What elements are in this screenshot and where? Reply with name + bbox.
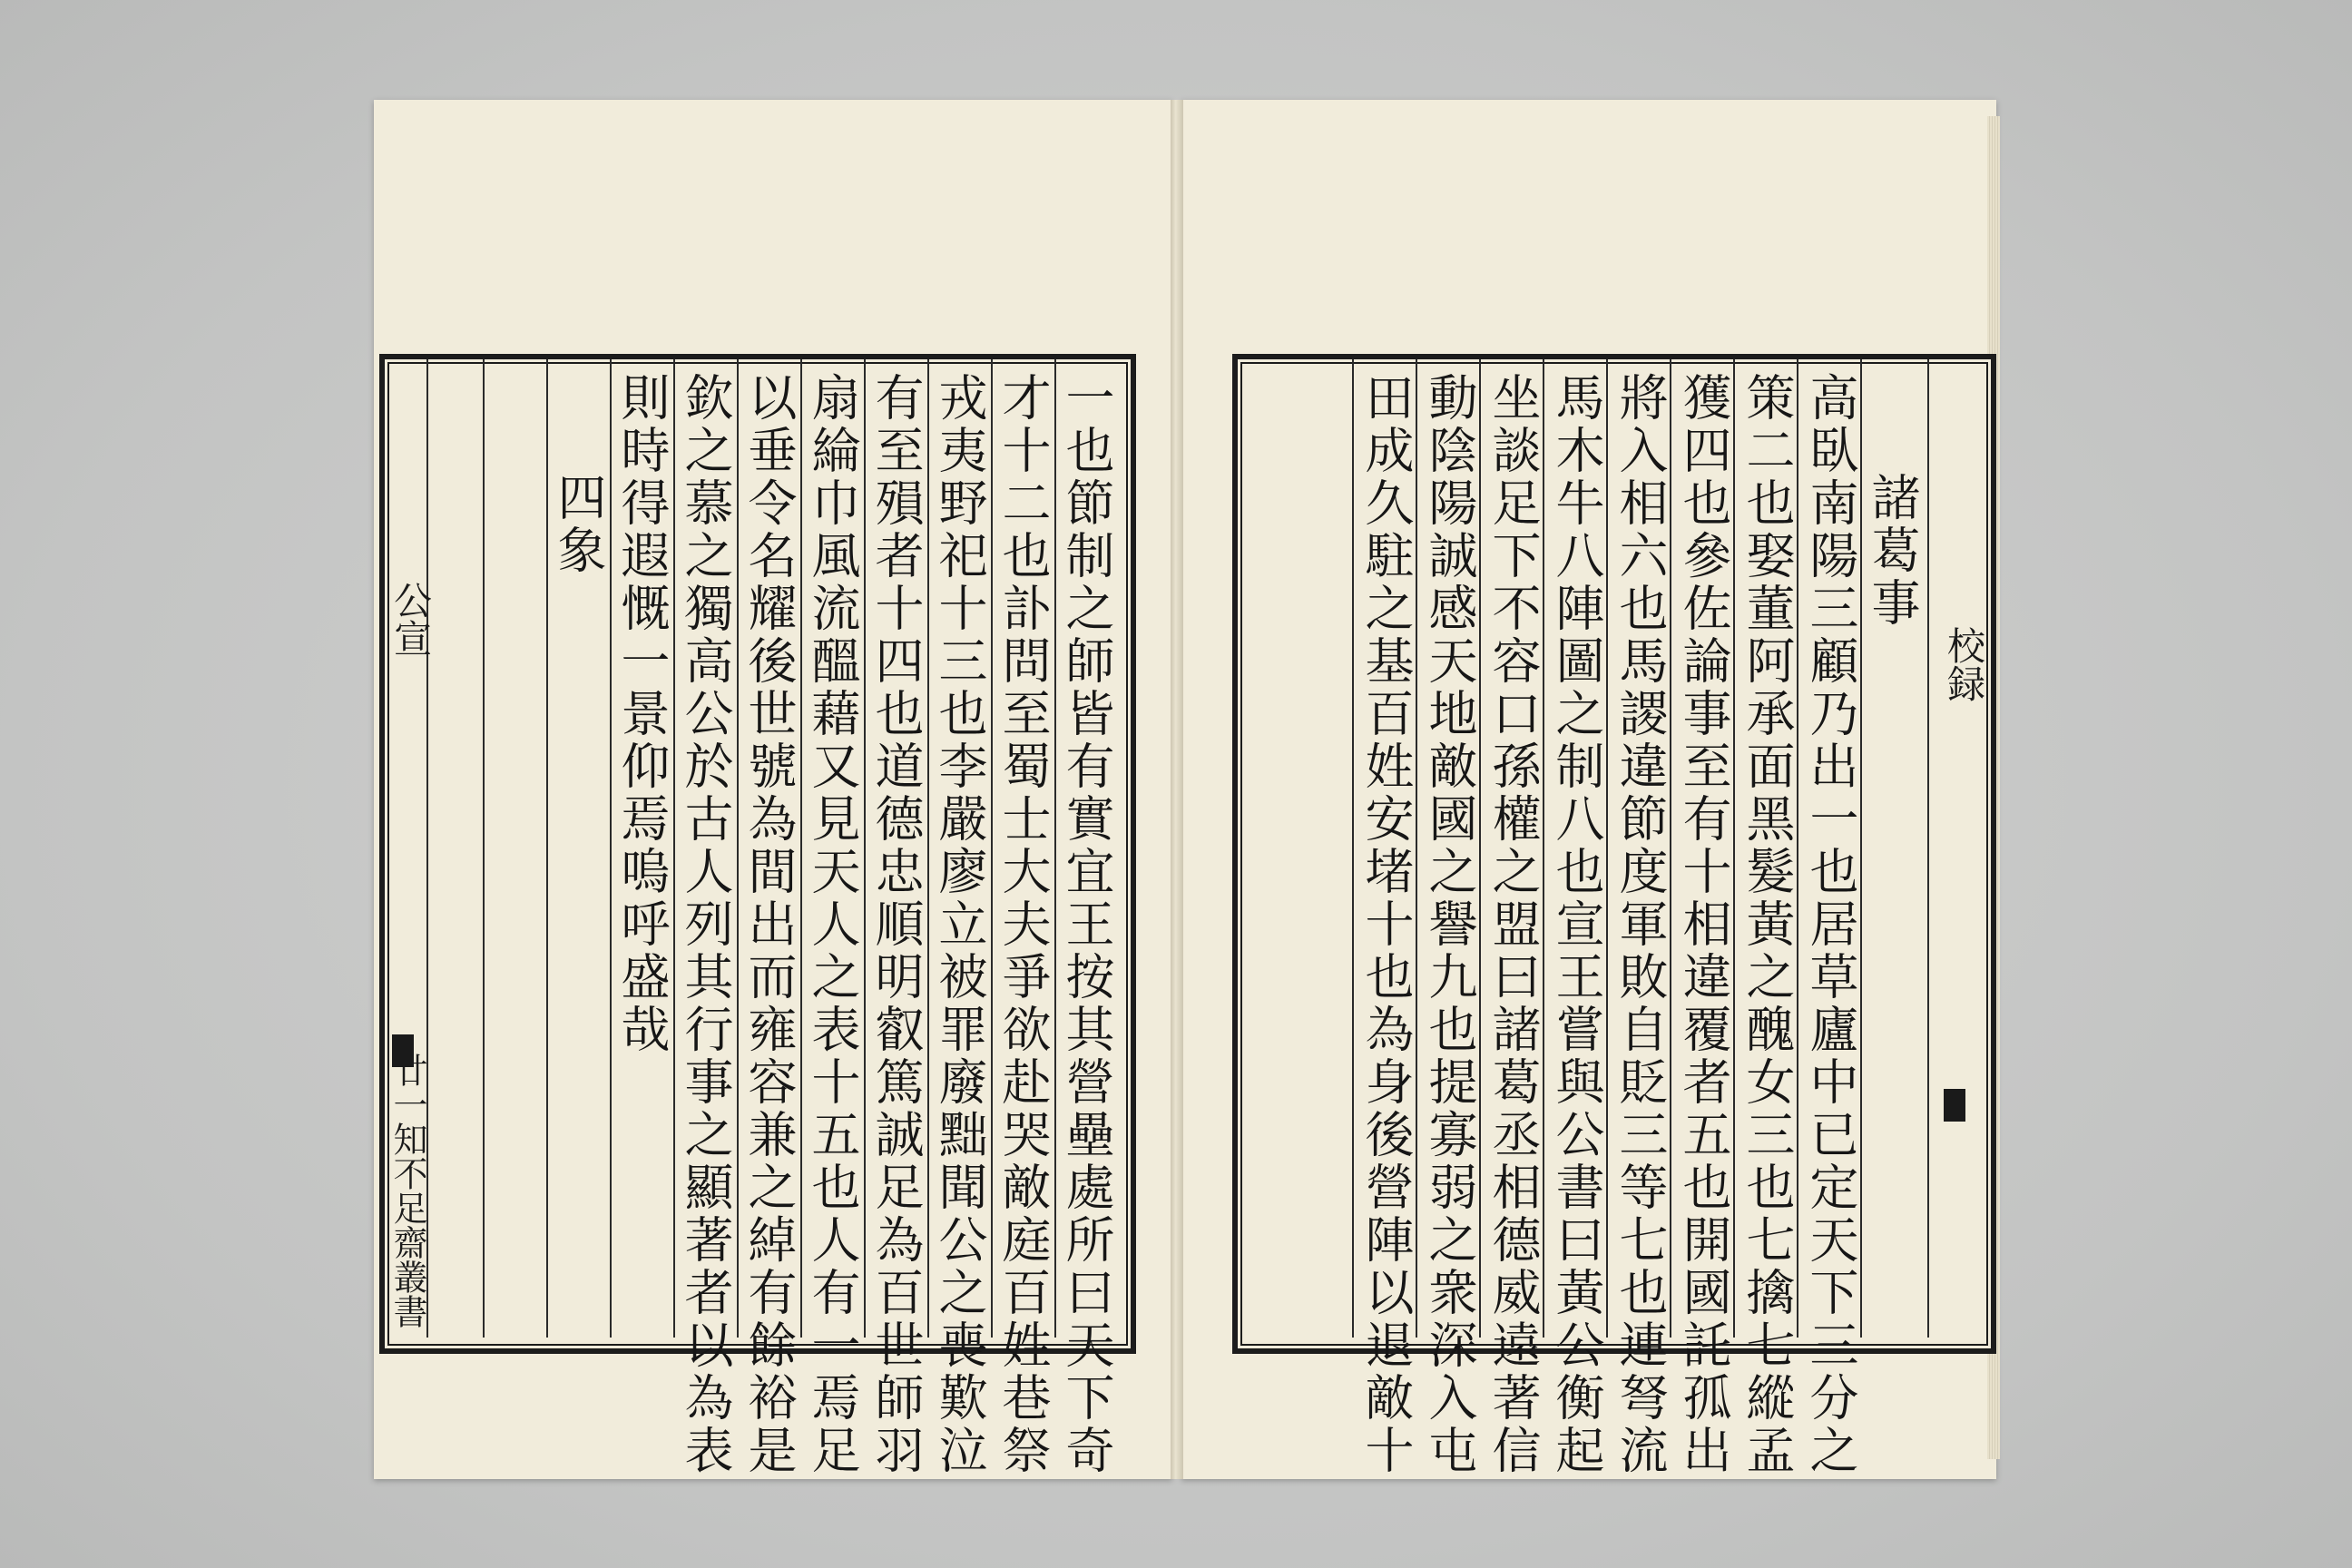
left-ban-xin-title: 公宣	[388, 581, 433, 657]
column-rule	[1670, 359, 1671, 1338]
book-gutter	[1171, 100, 1183, 1479]
text-column: 將入相六也馬謖違節度軍敗自貶三等七也連弩流	[1612, 372, 1669, 1477]
column-rule	[673, 359, 675, 1338]
text-column: 馬木牛八陣圖之制八也宣王嘗與公書曰黃公衡起	[1548, 372, 1605, 1477]
left-ban-xin-footer: 廿一知不足齋叢書	[387, 1053, 427, 1328]
column-rule	[1733, 359, 1735, 1338]
column-rule	[1860, 359, 1862, 1338]
right-ban-xin-title: 校録	[1942, 626, 1986, 702]
column-rule	[1543, 359, 1544, 1338]
text-column: 策二也娶董阿承面黑髮黃之醜女三也七擒七縱孟	[1739, 372, 1796, 1477]
text-column: 以垂令名耀後世號為間出而雍容兼之綽有餘裕是	[740, 372, 798, 1477]
column-rule	[483, 359, 485, 1338]
column-rule	[864, 359, 866, 1338]
text-column: 一也節制之師皆有實宜王按其營壘處所曰天下奇	[1058, 372, 1115, 1477]
column-rule	[1927, 359, 1929, 1338]
text-column: 動陰陽誠感天地敵國之譽九也提寡弱之衆深入屯	[1421, 372, 1478, 1477]
text-column: 田成久駐之基百姓安堵十也為身後營陣以退敵十	[1357, 372, 1415, 1477]
column-rule	[927, 359, 929, 1338]
text-column: 才十二也訃問至蜀士大夫爭欲赴哭敵庭百姓巷祭	[995, 372, 1052, 1477]
column-rule	[737, 359, 739, 1338]
column-rule	[1416, 359, 1417, 1338]
column-rule	[1606, 359, 1608, 1338]
column-rule	[1797, 359, 1798, 1338]
text-column: 坐談足下不容口孫權之盟曰諸葛丞相德威遠著信	[1485, 372, 1542, 1477]
column-rule	[991, 359, 993, 1338]
text-column: 扇綸巾風流醞藉又見天人之表十五也人有一焉足	[804, 372, 861, 1477]
text-column: 戎夷野祀十三也李嚴廖立被罪廢黜聞公之喪歎泣	[931, 372, 988, 1477]
text-column: 獲四也參佐論事至有十相違覆者五也開國託孤出	[1675, 372, 1732, 1477]
column-rule	[610, 359, 612, 1338]
column-rule	[1352, 359, 1354, 1338]
column-rule	[1054, 359, 1056, 1338]
text-column: 有至殞者十四也道德忠順明叡篤誠足為百世師羽	[867, 372, 925, 1477]
column-rule	[546, 359, 548, 1338]
text-column: 則時得遐慨一景仰焉嗚呼盛哉	[613, 372, 671, 1056]
fish-tail-mark	[1944, 1089, 1965, 1122]
section-heading: 諸葛事	[1864, 472, 1921, 630]
column-rule	[800, 359, 802, 1338]
text-column: 四象	[550, 472, 607, 577]
text-column: 欽之慕之獨高公於古人列其行事之顯著者以為表	[677, 372, 734, 1477]
text-column: 高臥南陽三顧乃出一也居草廬中已定天下三分之	[1802, 372, 1859, 1477]
column-rule	[1479, 359, 1481, 1338]
